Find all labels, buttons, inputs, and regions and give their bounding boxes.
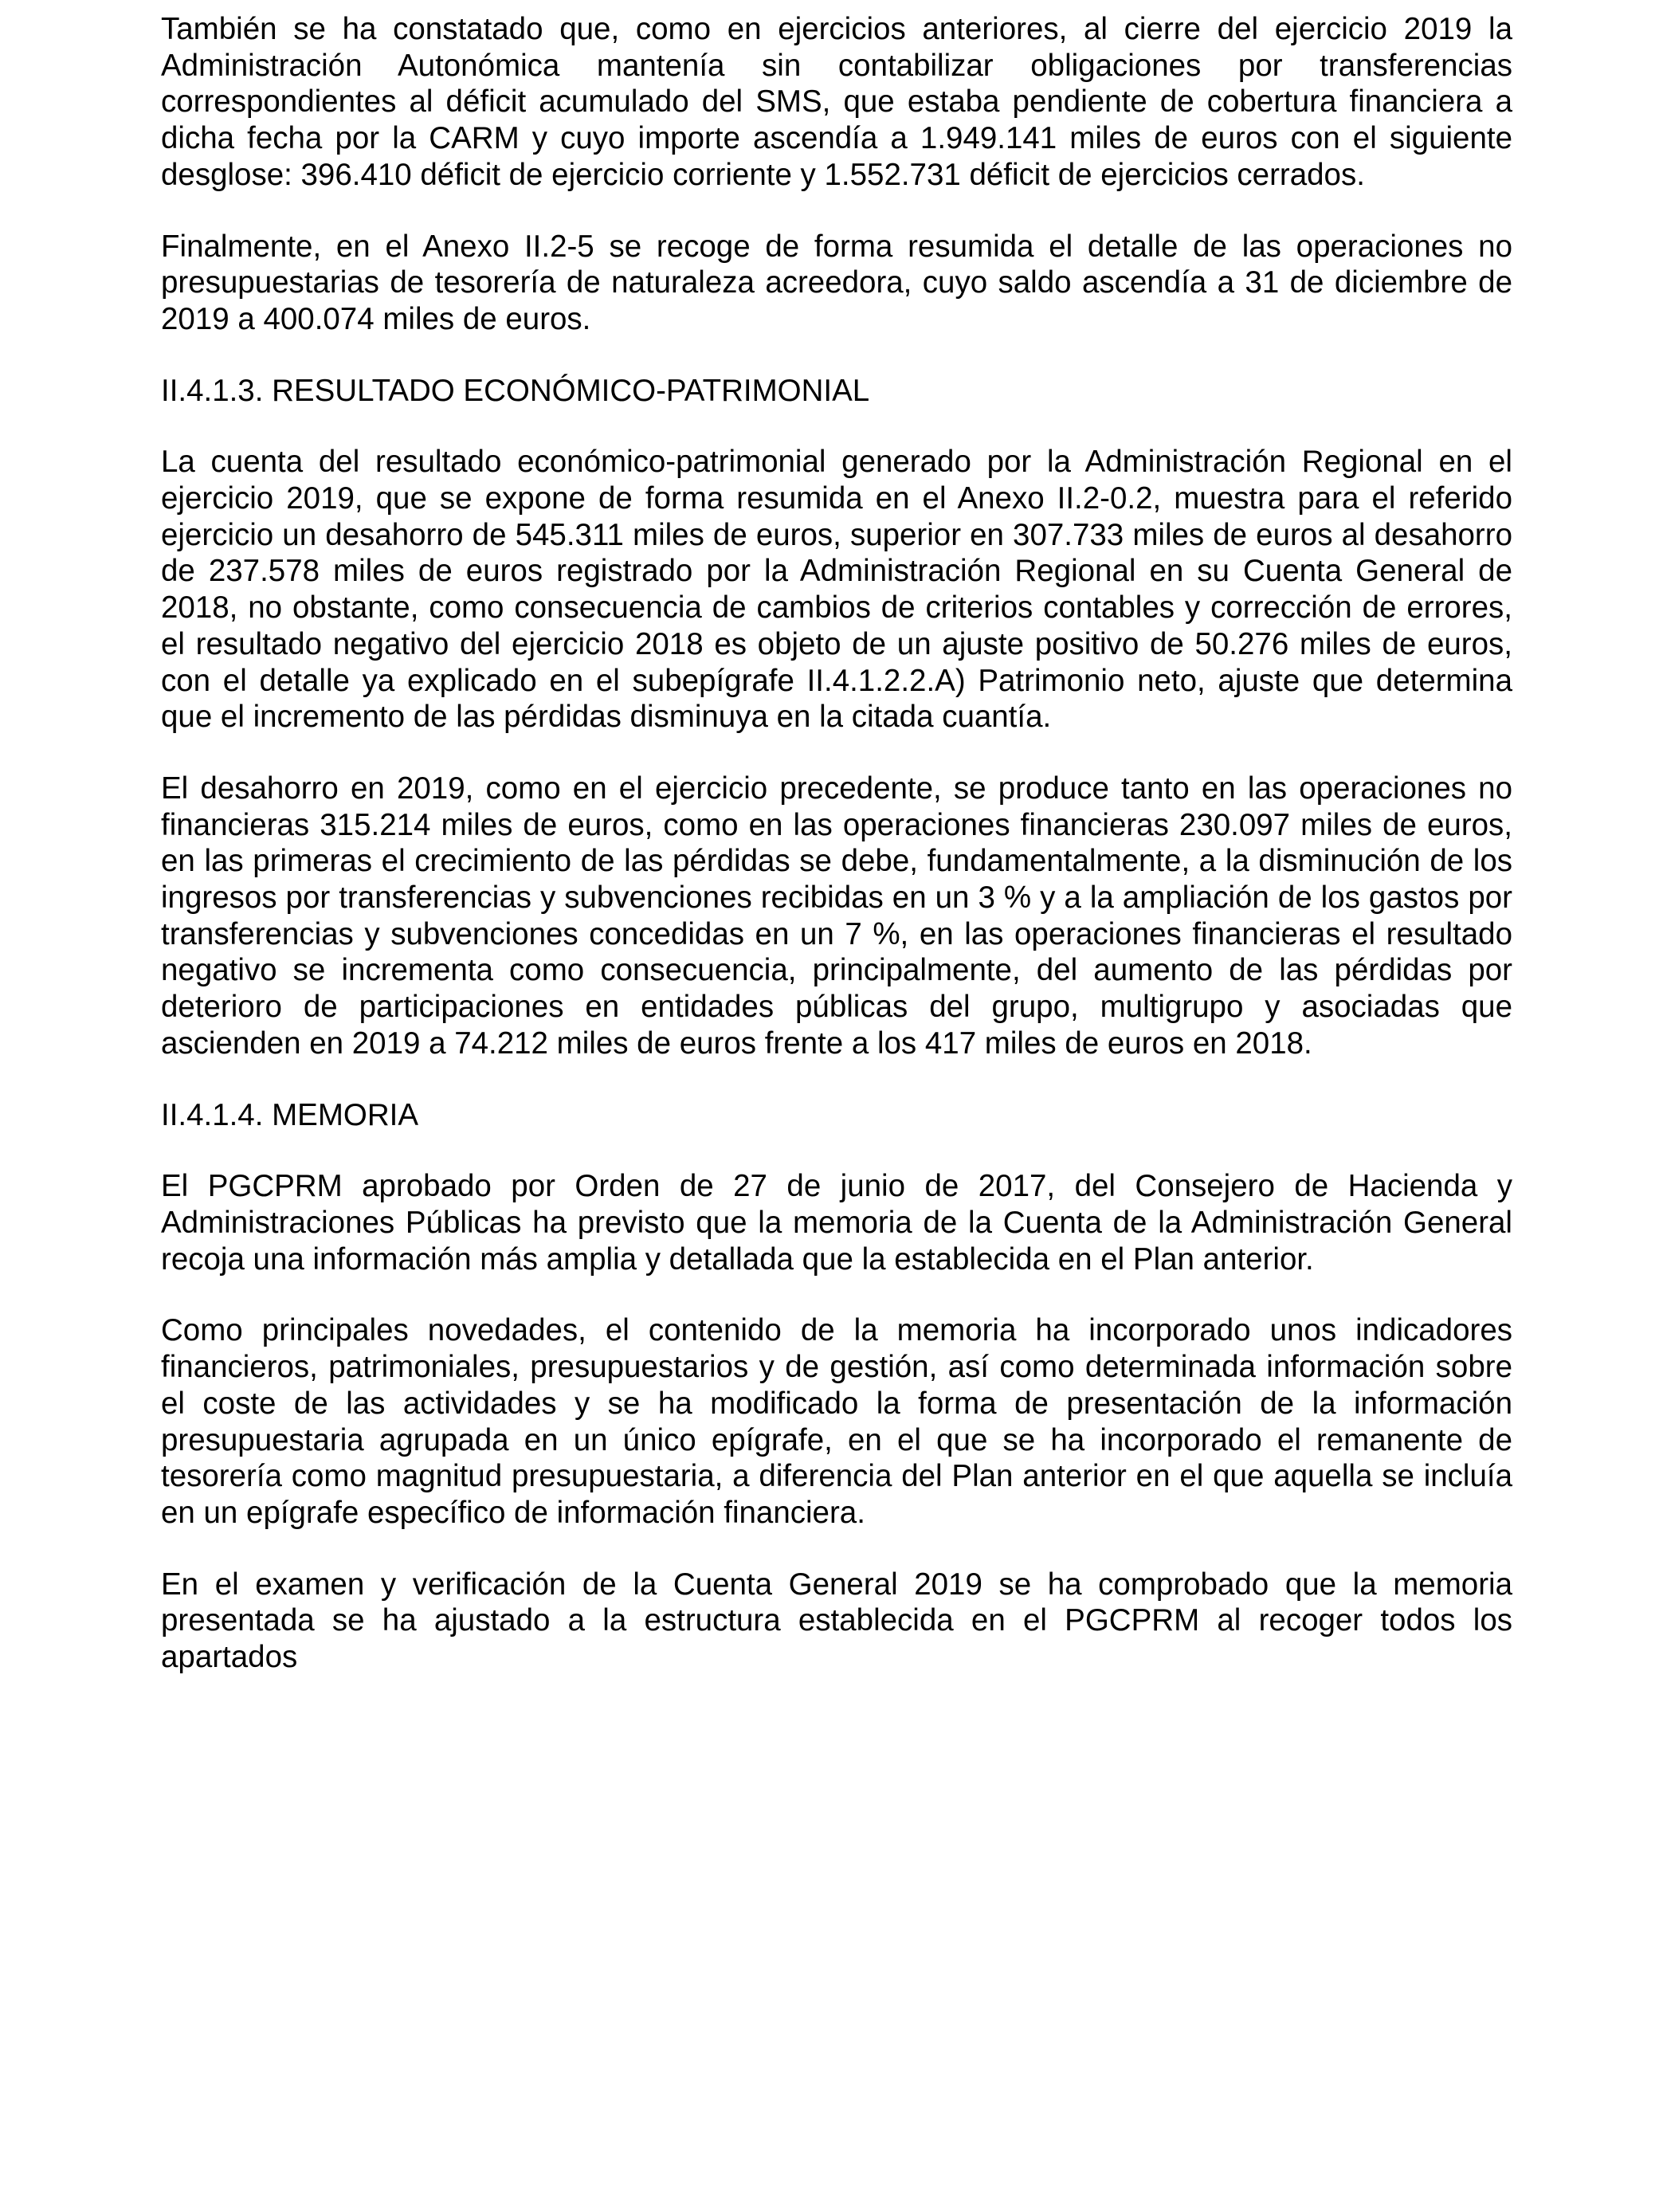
paragraph-memoria-novedades: Como principales novedades, el contenido de la memoria ha incorporado unos indicadores financieros, patrimoniales, presupuestarios y de gestión, así como determinada información sobre el coste de las actividades y se ha modificado la forma de presentación de la información presupuestaria agrupada en un único epígrafe, en el que se ha incorporado el remanente de tesorería como magnitud presupuestaria, a diferencia del Plan anterior en el que aquella se incluía en un epígrafe específico de información financiera. [161, 1313, 1512, 1530]
document-page [161, 11, 1512, 1711]
paragraph-deficit-sms: También se ha constatado que, como en ejercicios anteriores, al cierre del ejercicio 2019 la Administración Autonómica mantenía sin contabilizar obligaciones por transferencias correspondientes al déficit acumulado del SMS, que estaba pendiente de cobertura financiera a dicha fecha por la CARM y cuyo importe ascendía a 1.949.141 miles de euros con el siguiente desglose: 396.410 déficit de ejercicio corriente y 1.552.731 déficit de ejercicios cerrados. [161, 12, 1512, 192]
paragraph-resultado-cuenta: La cuenta del resultado económico-patrimonial generado por la Administración Regional en el ejercicio 2019, que se expone de forma resumida en el Anexo II.2-0.2, muestra para el referido ejercicio un desahorro de 545.311 miles de euros, superior en 307.733 miles de euros al desahorro de 237.578 miles de euros registrado por la Administración Regional en su Cuenta General de 2018, no obstante, como consecuencia de cambios de criterios contables y corrección de errores, el resultado negativo del ejercicio 2018 es objeto de un ajuste positivo de 50.276 miles de euros, con el detalle ya explicado en el subepígrafe II.4.1.2.2.A) Patrimonio neto, ajuste que determina que el incremento de las pérdidas disminuya en la citada cuantía. [161, 445, 1512, 735]
paragraph-operaciones-no-presupuestarias: Finalmente, en el Anexo II.2-5 se recoge de forma resumida el detalle de las operaciones no presupuestarias de tesorería de naturaleza acreedora, cuyo saldo ascendía a 31 de diciembre de 2019 a 400.074 miles de euros. [161, 229, 1512, 336]
paragraph-memoria-examen: En el examen y verificación de la Cuenta General 2019 se ha comprobado que la memoria presentada se ha ajustado a la estructura establecida en el PGCPRM al recoger todos los apartados [161, 1567, 1512, 1675]
section-heading-resultado: II.4.1.3. RESULTADO ECONÓMICO-PATRIMONIAL [161, 373, 870, 408]
section-heading-memoria: II.4.1.4. MEMORIA [161, 1097, 419, 1132]
paragraph-memoria-pgcprm: El PGCPRM aprobado por Orden de 27 de junio de 2017, del Consejero de Hacienda y Administraciones Públicas ha previsto que la memoria de la Cuenta de la Administración General recoja una información más amplia y detallada que la establecida en el Plan anterior. [161, 1169, 1512, 1277]
paragraph-resultado-desahorro: El desahorro en 2019, como en el ejercicio precedente, se produce tanto en las operaciones no financieras 315.214 miles de euros, como en las operaciones financieras 230.097 miles de euros, en las primeras el crecimiento de las pérdidas se debe, fundamentalmente, a la disminución de los ingresos por transferencias y subvenciones recibidas en un 3 % y a la ampliación de los gastos por transferencias y subvenciones concedidas en un 7 %, en las operaciones financieras el resultado negativo se incrementa como consecuencia, principalmente, del aumento de las pérdidas por deterioro de participaciones en entidades públicas del grupo, multigrupo y asociadas que ascienden en 2019 a 74.212 miles de euros frente a los 417 miles de euros en 2018. [161, 771, 1512, 1061]
